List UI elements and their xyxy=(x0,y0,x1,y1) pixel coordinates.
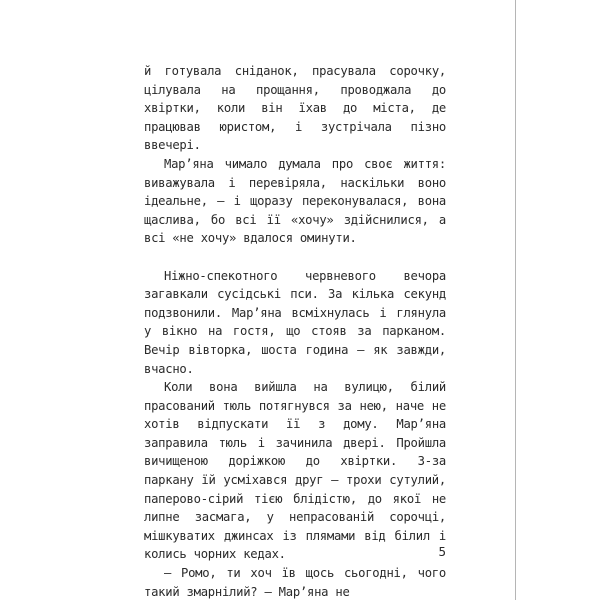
paragraph-3: Ніжно-спекотного червневого вечора загавкали сусідські пси. За кілька секунд подзвонили. Мар’яна всміхнулась і глянула у вікно на гостя, що стояв за парканом. Вечір вівторка, шоста година — як завжди, вчасно. xyxy=(144,268,446,376)
paragraph-5: — Ромо, ти хоч їв щось сьогодні, чого такий змарнілий? — Мар’яна не xyxy=(144,566,446,599)
page-edge-divider xyxy=(515,0,516,600)
paragraph-1: й готувала сніданок, прасувала сорочку, цілувала на прощання, проводжала до хвіртки, коли він їхав до міста, де працював юристом, і зустрічала пізно ввечері. xyxy=(144,64,446,153)
section-break xyxy=(144,248,446,267)
paragraph-2: Мар’яна чимало думала про своє життя: виважувала і перевіряла, наскільки воно ідеальне, — і щоразу переконувалася, вона щаслива, бо всі її «хочу» здійснилися, а всі «не хочу» вдалося оминути. xyxy=(144,156,446,246)
page-text xyxy=(144,62,446,600)
page-number: 5 xyxy=(438,544,446,559)
paragraph-4: Коли вона вийшла на вулицю, білий прасований тюль потягнувся за нею, наче не хотів відпускати її з дому. Мар’яна заправила тюль і зачинила двері. Пройшла вичищеною доріжкою до хвіртки. З-за паркану їй усміхався друг — трохи сутулий, паперово-сірий тією блідістю, до якої не липне засмага, у непрасованій сорочці, мішкуватих джинсах із плямами від білил і колись чорних кедах. xyxy=(144,380,446,562)
